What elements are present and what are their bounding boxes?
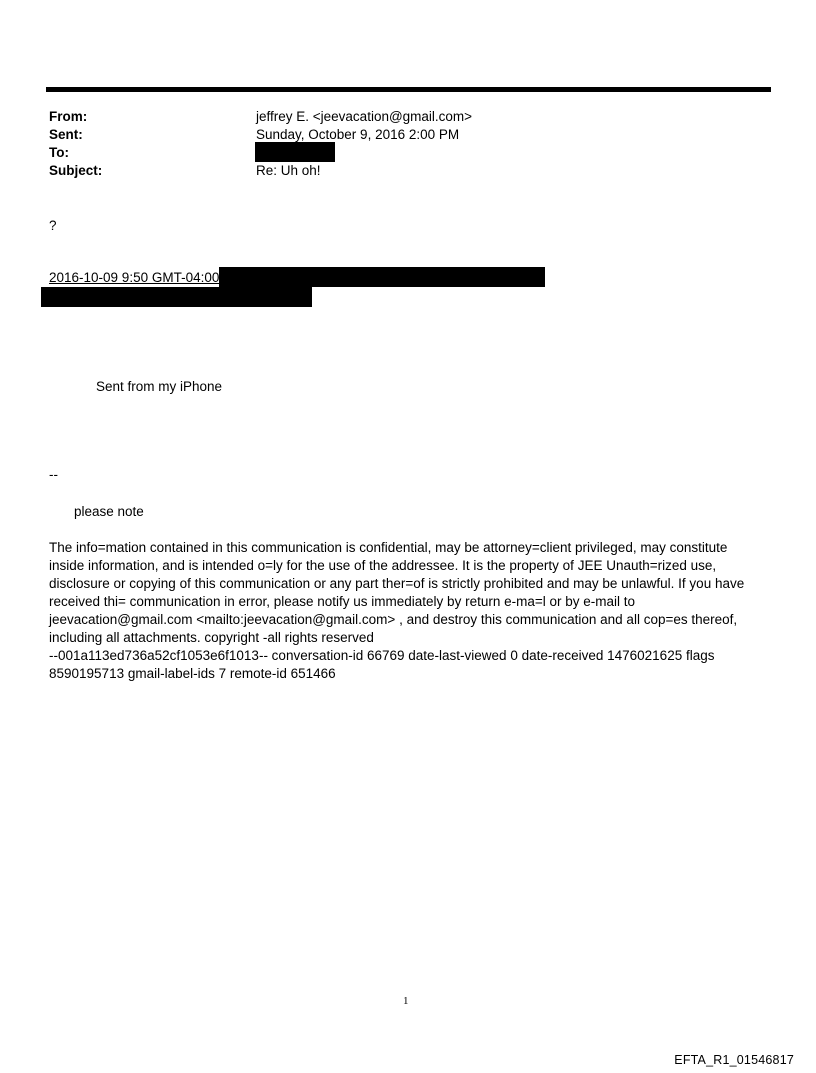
signature-separator: -- — [49, 467, 58, 482]
page-number: 1 — [403, 995, 409, 1007]
subject-value: Re: Uh oh! — [256, 163, 321, 178]
sent-value: Sunday, October 9, 2016 2:00 PM — [256, 127, 460, 142]
metadata-line: 8590195713 gmail-label-ids 7 remote-id 651466 — [49, 666, 336, 681]
header-rule — [46, 87, 771, 92]
to-label: To: — [49, 145, 69, 160]
from-value: jeffrey E. <jeevacation@gmail.com> — [256, 109, 473, 124]
question-mark: ? — [49, 218, 57, 233]
metadata-line: --001a113ed736a52cf1053e6f1013-- conversation-id 66769 date-last-viewed 0 date-received 1476021625 flags — [49, 648, 715, 663]
from-label: From: — [49, 109, 88, 124]
disclaimer-line: including all attachments. copyright -all rights reserved — [49, 630, 374, 645]
quote-date: 2016-10-09 9:50 GMT-04:00 — [49, 270, 220, 285]
quote-sender-redaction — [219, 267, 545, 287]
to-redaction — [255, 142, 335, 162]
bates-number: EFTA_R1_01546817 — [674, 1053, 794, 1067]
disclaimer-line: disclosure or copying of this communication or any part ther=of is strictly prohibited and may be unlawful. If you have — [49, 576, 745, 591]
please-note: please note — [74, 504, 144, 519]
disclaimer-line: received thi= communication in error, please notify us immediately by return e-ma=l or by e-mail to — [49, 594, 636, 609]
disclaimer-paragraph — [49, 539, 761, 683]
subject-label: Subject: — [49, 163, 103, 178]
sent-label: Sent: — [49, 127, 83, 142]
disclaimer-line: jeevacation@gmail.com <mailto:jeevacation@gmail.com> , and destroy this communication and all cop=es thereof, — [49, 612, 738, 627]
sent-from-signature: Sent from my iPhone — [96, 379, 223, 394]
disclaimer-line: inside information, and is intended o=ly for the use of the addressee. It is the property of JEE Unauth=rized use, — [49, 558, 717, 573]
disclaimer-line: The info=mation contained in this communication is confidential, may be attorney=client privileged, may constitute — [49, 540, 728, 555]
quote-sender-redaction-line2 — [41, 287, 312, 307]
